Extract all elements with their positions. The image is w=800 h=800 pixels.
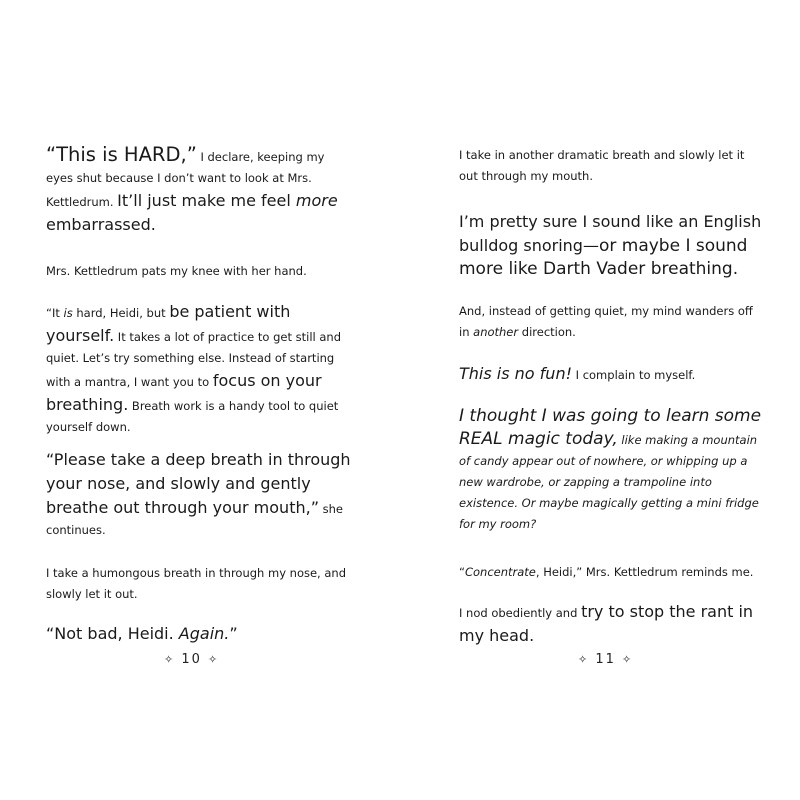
- emphasis-text: be patient with yourself.: [46, 302, 291, 345]
- paragraph: [459, 405, 764, 535]
- body-text: “It: [46, 306, 64, 320]
- body-text: , Heidi,” Mrs. Kettledrum reminds me.: [535, 565, 754, 579]
- body-text: Breath work is a handy tool to quiet yourself down.: [46, 399, 339, 434]
- body-text: direction.: [518, 325, 576, 339]
- body-text: “: [459, 565, 465, 579]
- emphasis-text: try to stop the rant in my head.: [459, 602, 754, 645]
- ornament-star-icon: ✧: [164, 653, 176, 666]
- paragraph: [459, 210, 764, 281]
- page-number-right: [578, 652, 633, 667]
- body-text: I’m pretty sure I sound like an English bulldog snoring—: [459, 212, 762, 255]
- paragraph: Mrs. Kettledrum pats my knee with her hand.: [46, 264, 307, 278]
- ornament-star-icon: ✧: [578, 653, 590, 666]
- ornament-star-icon: ✧: [622, 653, 634, 666]
- emphasis-text: “This is HARD,”: [46, 143, 197, 166]
- emphasis-text: focus on your breathing.: [46, 371, 322, 414]
- page-number: 11: [595, 652, 616, 667]
- paragraph: [459, 562, 764, 583]
- emphasis-text: or maybe I sound more like Darth Vader breathing.: [459, 236, 748, 279]
- paragraph: [459, 600, 764, 648]
- paragraph: [459, 301, 764, 343]
- italic-text: This is no fun!: [459, 364, 572, 383]
- page-number-left: [164, 652, 219, 667]
- italic-text: another: [473, 325, 519, 339]
- paragraph: [46, 622, 351, 645]
- emphasis-text: embarrassed.: [46, 215, 156, 234]
- body-text: I nod obediently and: [459, 606, 582, 620]
- italic-text: Again.: [178, 624, 230, 643]
- paragraph: [46, 448, 351, 541]
- body-text: It takes a lot of practice to get still and quiet. Let’s try something else. Instead of starting with a mantra, I want you to: [46, 330, 342, 389]
- ornament-star-icon: ✧: [208, 653, 220, 666]
- emphasis-text: It’ll just make me feel: [117, 191, 296, 210]
- paragraph: [46, 143, 351, 237]
- italic-text: is: [63, 306, 73, 320]
- paragraph: I take in another dramatic breath and slowly let it out through my mouth.: [459, 148, 745, 183]
- body-text: she continues.: [46, 502, 343, 537]
- body-text: And, instead of getting quiet, my mind wanders off in: [459, 304, 753, 339]
- body-text: I complain to myself.: [572, 368, 696, 382]
- emphasis-text: “Please take a deep breath in through your nose, and slowly and gently breathe out through your mouth,”: [46, 450, 351, 517]
- italic-text: like making a mountain of candy appear out of nowhere, or whipping up a new wardrobe, or zapping a trampoline into existence. Or maybe magically getting a mini fridge for my room?: [459, 433, 759, 531]
- paragraph: [459, 362, 764, 386]
- paragraph: I take a humongous breath in through my nose, and slowly let it out.: [46, 566, 346, 601]
- paragraph: [46, 300, 351, 438]
- left-page: [46, 0, 351, 800]
- body-text: hard, Heidi, but: [72, 306, 170, 320]
- body-text: ”: [229, 624, 238, 643]
- italic-text: Concentrate: [464, 565, 536, 579]
- italic-text: more: [295, 191, 338, 210]
- body-text: “Not bad, Heidi.: [46, 624, 179, 643]
- body-text: I declare, keeping my eyes shut because I don’t want to look at Mrs. Kettledrum.: [46, 150, 325, 209]
- right-page: [459, 0, 764, 800]
- page-number: 10: [181, 652, 202, 667]
- italic-text: I thought I was going to learn some REAL magic today,: [459, 406, 762, 449]
